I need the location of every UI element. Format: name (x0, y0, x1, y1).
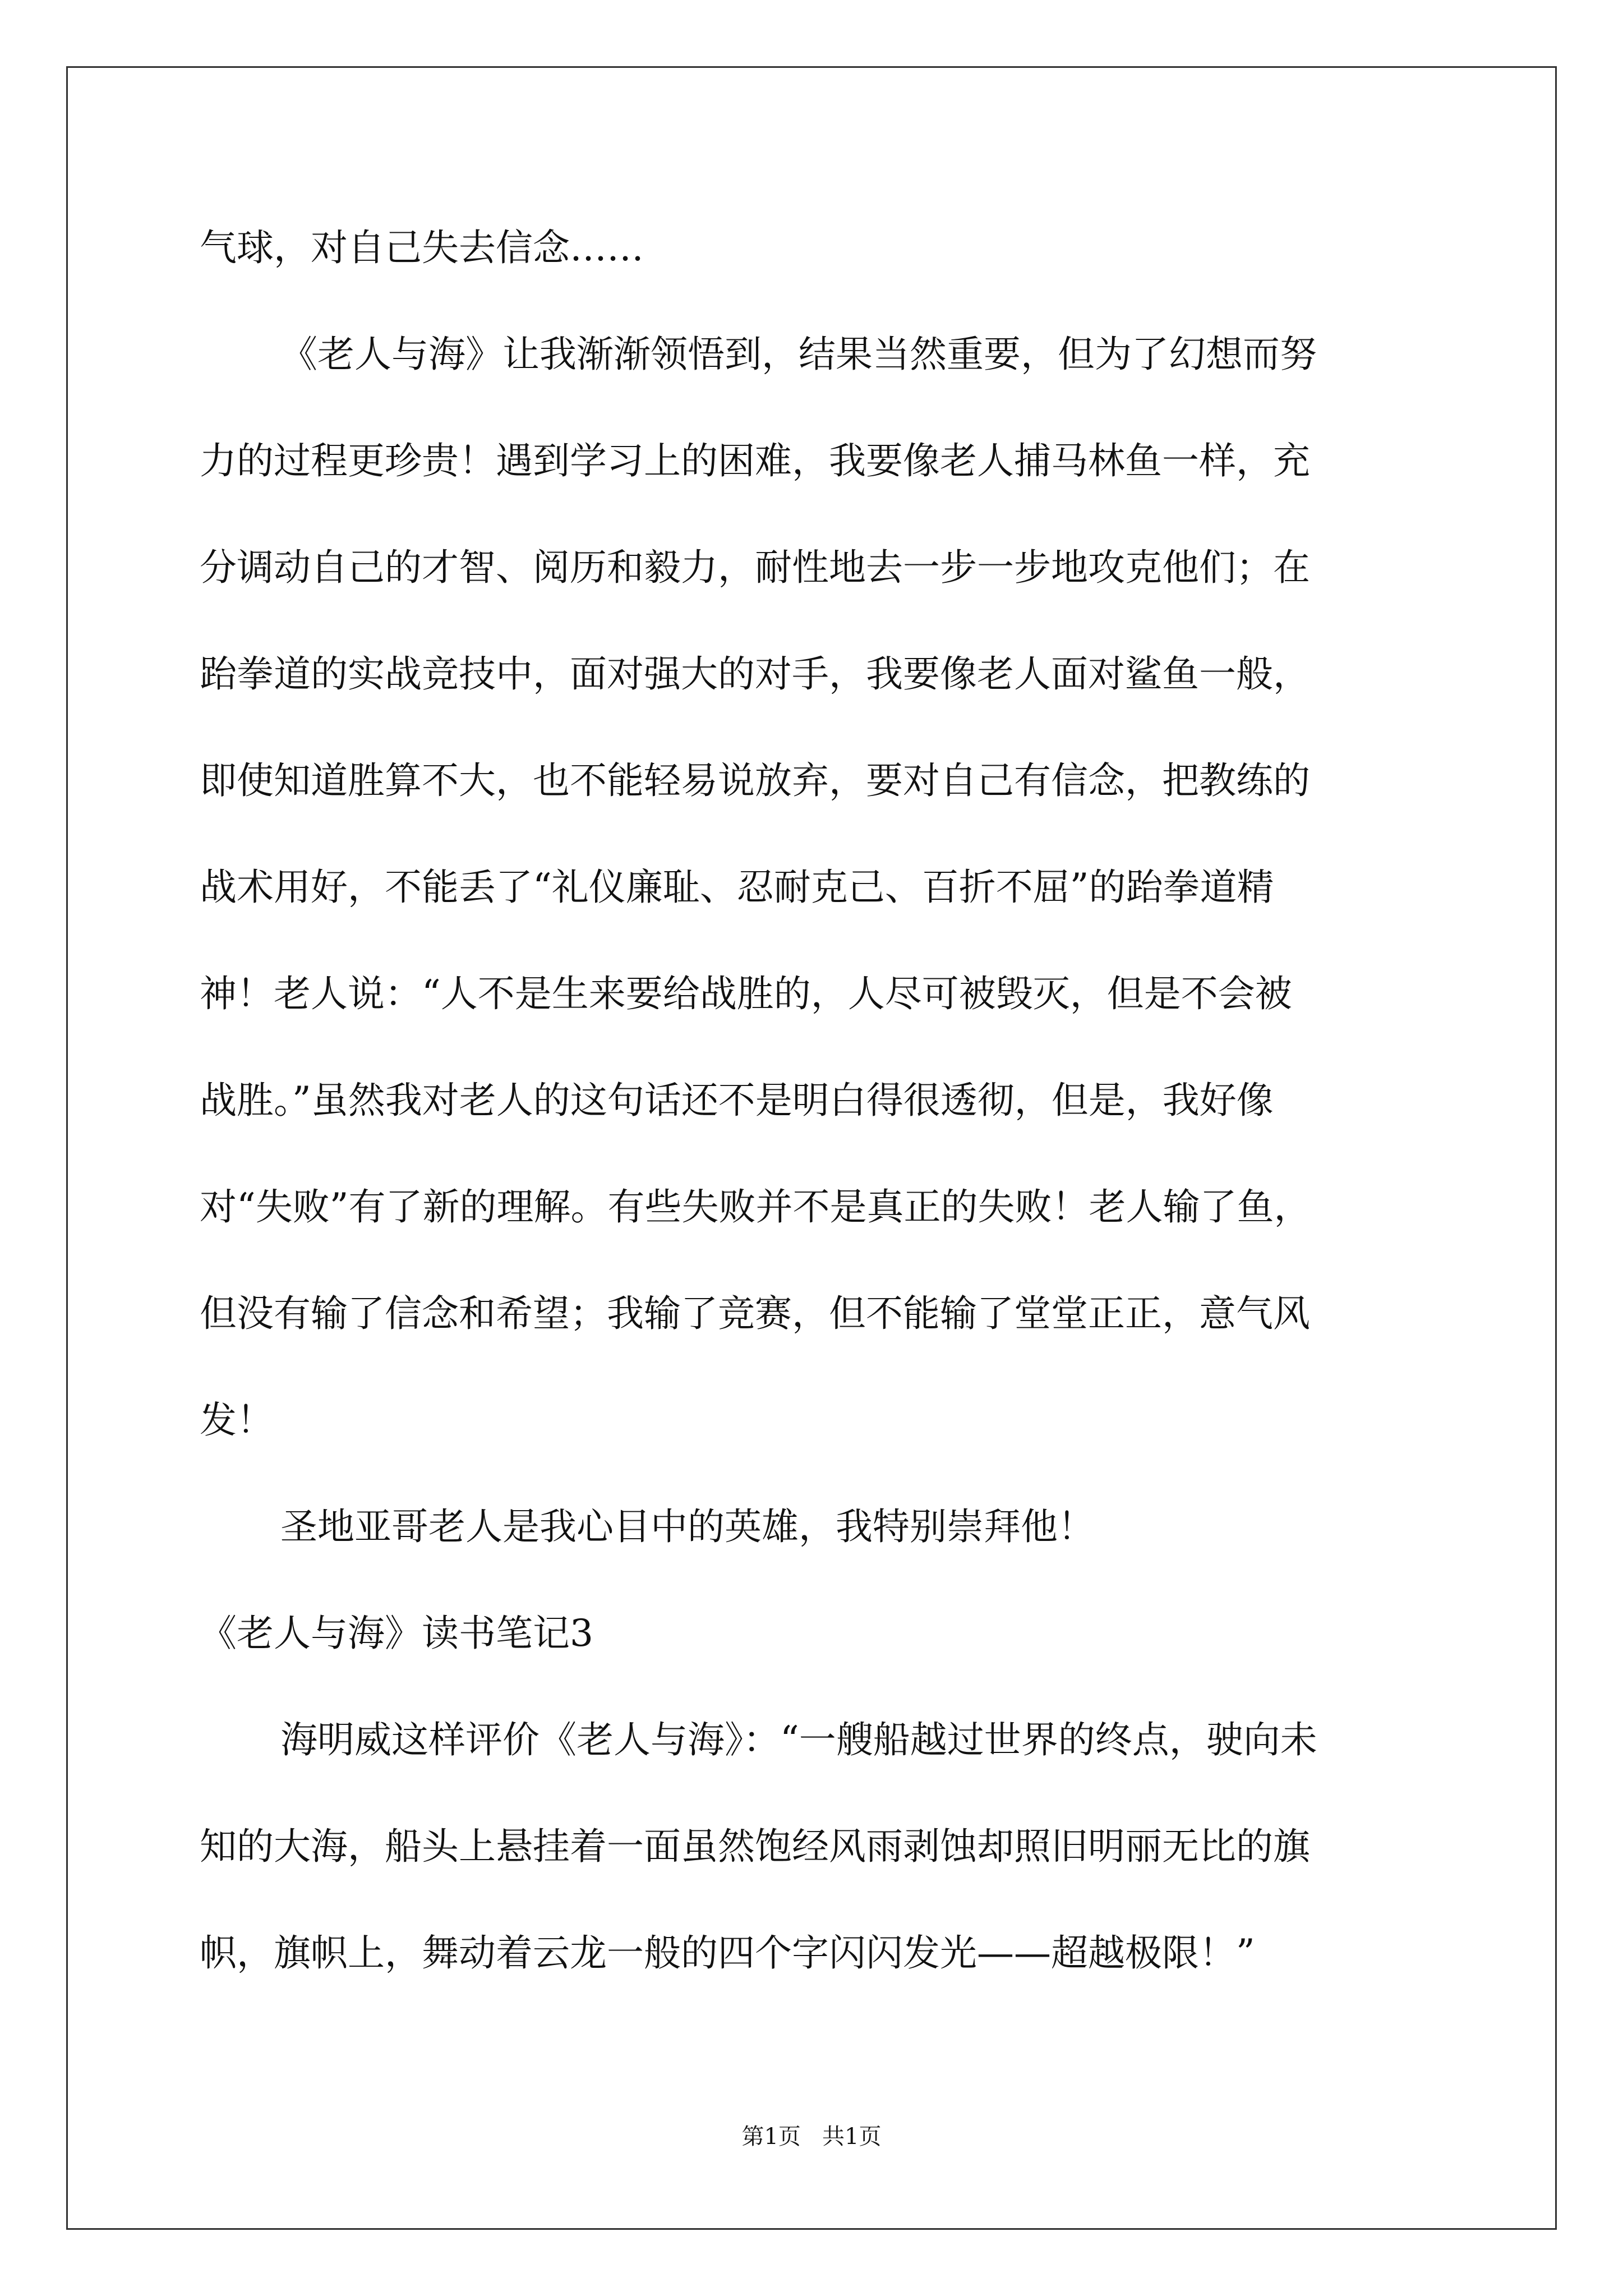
text-line: 战术用好，不能丢了“礼仪廉耻、忍耐克己、百折不屈”的跆拳道精 (200, 866, 1274, 909)
text-line: 但没有输了信念和希望；我输了竞赛，但不能输了堂堂正正，意气风 (200, 1292, 1310, 1335)
page-footer: 第1页 共1页 (741, 2124, 882, 2150)
text-line: 力的过程更珍贵！遇到学习上的困难，我要像老人捕马林鱼一样，充 (200, 439, 1310, 482)
text-line: 即使知道胜算不大，也不能轻易说放弃，要对自己有信念，把教练的 (200, 759, 1310, 802)
text-line: 神！老人说：“人不是生来要给战胜的，人尽可被毁灭，但是不会被 (200, 972, 1292, 1015)
text-line: 对“失败”有了新的理解。有些失败并不是真正的失败！老人输了鱼， (200, 1185, 1311, 1228)
text-line: 圣地亚哥老人是我心目中的英雄，我特别崇拜他！ (280, 1505, 1095, 1548)
text-line: 发！ (200, 1398, 274, 1442)
text-line: 知的大海，船头上悬挂着一面虽然饱经风雨剥蚀却照旧明丽无比的旗 (200, 1825, 1310, 1868)
section-heading: 《老人与海》读书笔记3 (200, 1612, 593, 1655)
text-line: 跆拳道的实战竞技中，面对强大的对手，我要像老人面对鲨鱼一般， (200, 652, 1310, 696)
text-line: 战胜。”虽然我对老人的这句话还不是明白得很透彻，但是，我好像 (200, 1079, 1274, 1122)
text-line: 分调动自己的才智、阅历和毅力，耐性地去一步一步地攻克他们；在 (200, 546, 1310, 589)
text-line: 海明威这样评价《老人与海》：“一艘船越过世界的终点，驶向未 (280, 1718, 1317, 1761)
text-line: 气球，对自己失去信念…… (200, 226, 644, 269)
text-line: 帜，旗帜上，舞动着云龙一般的四个字闪闪发光——超越极限！” (200, 1931, 1255, 1975)
page-border (66, 66, 1557, 2230)
text-line: 《老人与海》让我渐渐领悟到，结果当然重要，但为了幻想而努 (280, 333, 1317, 376)
